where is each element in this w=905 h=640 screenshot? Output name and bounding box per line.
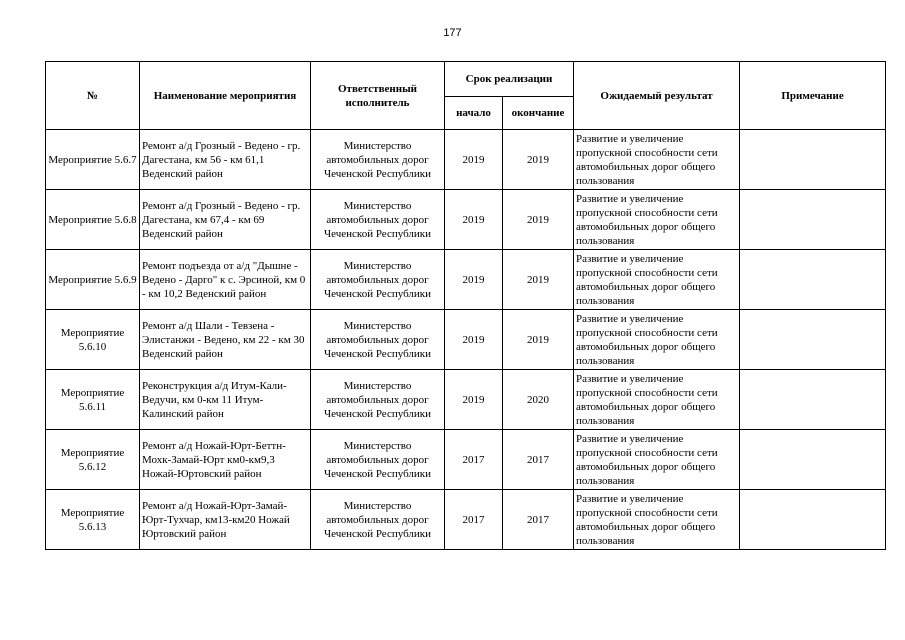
activity-name-cell: Ремонт а/д Грозный - Ведено - гр. Дагестана, км 67,4 - км 69 Веденский район <box>140 190 311 250</box>
note-cell <box>740 190 886 250</box>
table-body <box>46 130 886 550</box>
activity-number-cell: Мероприятие 5.6.11 <box>46 370 140 430</box>
table-row <box>46 490 886 550</box>
start-year-cell: 2019 <box>445 310 503 370</box>
activity-name-cell: Ремонт а/д Ножай-Юрт-Беттн-Мохк-Замай-Юрт км0-км9,3 Ножай-Юртовский район <box>140 430 311 490</box>
expected-result-cell: Развитие и увеличение пропускной способности сети автомобильных дорог общего пользования <box>574 190 740 250</box>
note-cell <box>740 310 886 370</box>
header-expected-result: Ожидаемый результат <box>574 62 740 130</box>
table-row <box>46 310 886 370</box>
header-note: Примечание <box>740 62 886 130</box>
start-year-cell: 2019 <box>445 370 503 430</box>
table-header <box>46 62 886 130</box>
start-year-cell: 2019 <box>445 250 503 310</box>
activity-number-cell: Мероприятие 5.6.13 <box>46 490 140 550</box>
expected-result-cell: Развитие и увеличение пропускной способности сети автомобильных дорог общего пользования <box>574 130 740 190</box>
activity-number-cell: Мероприятие 5.6.9 <box>46 250 140 310</box>
executor-cell: Министерство автомобильных дорог Чеченской Республики <box>311 190 445 250</box>
table-row <box>46 430 886 490</box>
end-year-cell: 2019 <box>503 310 574 370</box>
note-cell <box>740 490 886 550</box>
activities-table <box>45 61 886 550</box>
start-year-cell: 2019 <box>445 190 503 250</box>
executor-cell: Министерство автомобильных дорог Чеченской Республики <box>311 310 445 370</box>
activity-name-cell: Ремонт подъезда от а/д "Дышне - Ведено - Дарго" к с. Эрсиной, км 0 - км 10,2 Веденский район <box>140 250 311 310</box>
header-number: № <box>46 62 140 130</box>
note-cell <box>740 250 886 310</box>
activity-number-cell: Мероприятие 5.6.7 <box>46 130 140 190</box>
start-year-cell: 2019 <box>445 130 503 190</box>
executor-cell: Министерство автомобильных дорог Чеченской Республики <box>311 130 445 190</box>
expected-result-cell: Развитие и увеличение пропускной способности сети автомобильных дорог общего пользования <box>574 250 740 310</box>
page-number: 177 <box>443 27 462 39</box>
end-year-cell: 2017 <box>503 430 574 490</box>
table-row <box>46 250 886 310</box>
activity-number-cell: Мероприятие 5.6.8 <box>46 190 140 250</box>
end-year-cell: 2017 <box>503 490 574 550</box>
header-period: Срок реализации <box>445 62 574 97</box>
header-executor: Ответственный исполнитель <box>311 62 445 130</box>
table-row <box>46 190 886 250</box>
activity-name-cell: Ремонт а/д Грозный - Ведено - гр. Дагестана, км 56 - км 61,1 Веденский район <box>140 130 311 190</box>
end-year-cell: 2020 <box>503 370 574 430</box>
end-year-cell: 2019 <box>503 250 574 310</box>
header-end: окончание <box>503 97 574 130</box>
expected-result-cell: Развитие и увеличение пропускной способности сети автомобильных дорог общего пользования <box>574 430 740 490</box>
activity-name-cell: Ремонт а/д Шали - Тевзена - Элистанжи - Ведено, км 22 - км 30 Веденский район <box>140 310 311 370</box>
note-cell <box>740 430 886 490</box>
header-activity-name: Наименование мероприятия <box>140 62 311 130</box>
header-start: начало <box>445 97 503 130</box>
note-cell <box>740 370 886 430</box>
executor-cell: Министерство автомобильных дорог Чеченской Республики <box>311 370 445 430</box>
start-year-cell: 2017 <box>445 430 503 490</box>
expected-result-cell: Развитие и увеличение пропускной способности сети автомобильных дорог общего пользования <box>574 490 740 550</box>
activity-number-cell: Мероприятие 5.6.12 <box>46 430 140 490</box>
executor-cell: Министерство автомобильных дорог Чеченской Республики <box>311 250 445 310</box>
start-year-cell: 2017 <box>445 490 503 550</box>
end-year-cell: 2019 <box>503 190 574 250</box>
note-cell <box>740 130 886 190</box>
expected-result-cell: Развитие и увеличение пропускной способности сети автомобильных дорог общего пользования <box>574 370 740 430</box>
expected-result-cell: Развитие и увеличение пропускной способности сети автомобильных дорог общего пользования <box>574 310 740 370</box>
activity-number-cell: Мероприятие 5.6.10 <box>46 310 140 370</box>
table-row <box>46 130 886 190</box>
end-year-cell: 2019 <box>503 130 574 190</box>
executor-cell: Министерство автомобильных дорог Чеченской Республики <box>311 490 445 550</box>
activity-name-cell: Ремонт а/д Ножай-Юрт-Замай-Юрт-Тухчар, км13-км20 Ножай Юртовский район <box>140 490 311 550</box>
table-row <box>46 370 886 430</box>
activity-name-cell: Реконструкция а/д Итум-Кали-Ведучи, км 0-км 11 Итум-Калинский район <box>140 370 311 430</box>
executor-cell: Министерство автомобильных дорог Чеченской Республики <box>311 430 445 490</box>
